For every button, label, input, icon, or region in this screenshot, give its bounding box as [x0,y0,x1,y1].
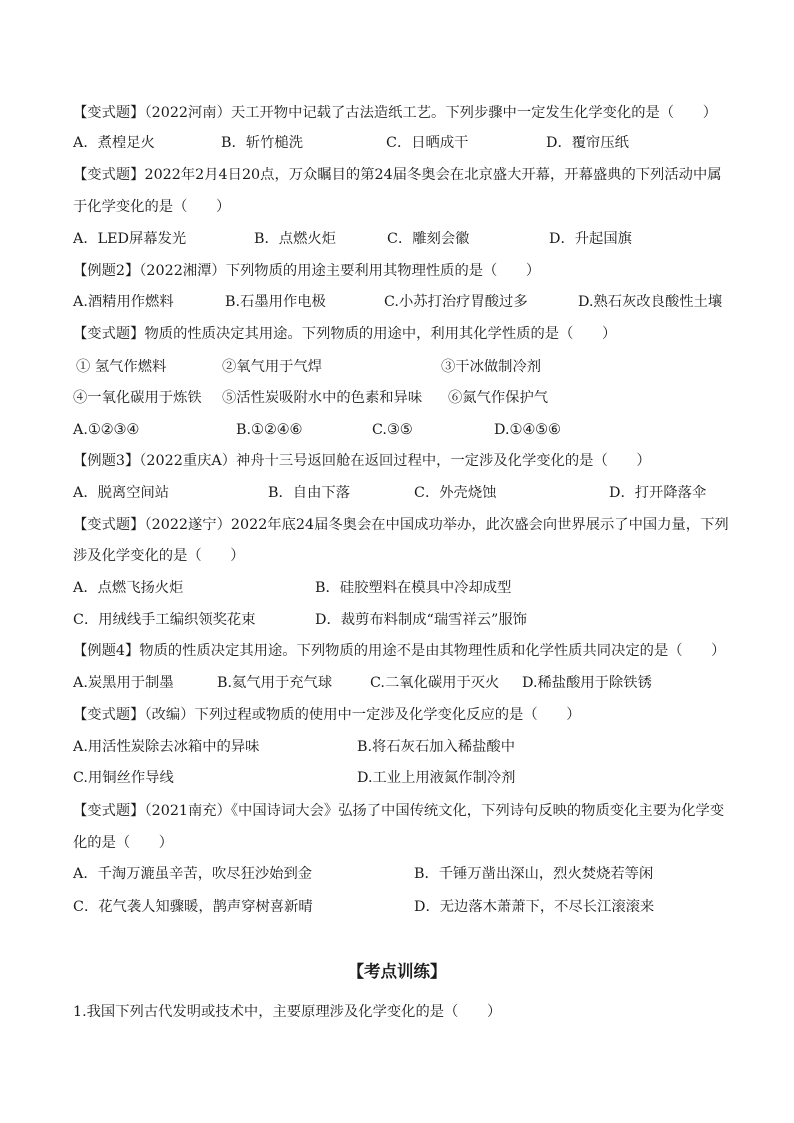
option-c: C.小苏打治疗胃酸过多 [384,294,528,310]
option-b: B.将石灰石加入稀盐酸中 [357,739,516,755]
option-b: B.①②④⑥ [236,422,303,438]
option-d: D．覆帘压纸 [546,135,629,151]
option-b: B．点燃火炬 [254,231,336,247]
question-stem-cont: 于化学变化的是（ ） [73,199,231,215]
option-c: C．外壳烧蚀 [414,485,497,501]
section-title: 【考点训练】 [347,962,447,981]
option-d: D．升起国旗 [549,231,632,247]
option-a: A．LED屏幕发光 [73,231,187,247]
option-d: D.①④⑤⑥ [494,422,561,438]
option-a: A.炭黑用于制墨 [73,675,174,691]
question-stem-cont: 涉及化学变化的是（ ） [73,548,245,564]
option-d: D．无边落木萧萧下，不尽长江滚滚来 [414,899,655,915]
option-c: C.用铜丝作导线 [73,770,174,786]
item-5: ⑤活性炭吸附水中的色素和异味 [222,390,423,406]
option-c: C．雕刻会徽 [387,231,470,247]
item-3: ③干冰做制冷剂 [441,359,542,375]
question-stem: 【变式题】（改编）下列过程或物质的使用中一定涉及化学变化反应的是（ ） [73,707,581,723]
option-c: C．花气袭人知骤暖，鹊声穿树喜新晴 [73,899,313,915]
question-stem: 【变式题】（2021南充）《中国诗词大会》弘扬了中国传统文化，下列诗句反映的物质变化主要为化学变 [73,803,725,819]
item-4: ④一氧化碳用于炼铁 [73,390,202,406]
option-b: B.氦气用于充气球 [217,675,333,691]
question-stem: 【变式题】（2022遂宁）2022年底24届冬奥会在中国成功举办，此次盛会向世界展示了中国力量，下列 [73,517,729,533]
question-stem: 【例题3】（2022重庆A）神舟十三号返回舱在返回过程中，一定涉及化学变化的是（ ） [73,453,651,469]
training-question-1: 1.我国下列古代发明或技术中，主要原理涉及化学变化的是（ ） [73,1004,502,1020]
option-d: D．裁剪布料制成“瑞雪祥云”服饰 [315,612,527,628]
option-c: C．用绒线手工编织领奖花束 [73,612,256,628]
option-b: B．硅胶塑料在模具中冷却成型 [315,580,512,596]
item-1: ① 氢气作燃料 [76,359,167,375]
item-6: ⑥氮气作保护气 [448,390,549,406]
option-a: A．脱离空间站 [73,485,170,501]
item-2: ②氧气用于气焊 [222,359,323,375]
question-stem: 【变式题】2022年2月4日20点，万众瞩目的第24届冬奥会在北京盛大开幕，开幕盛典的下列活动中属 [73,167,722,183]
option-a: A．煮楻足火 [73,135,155,151]
option-a: A.用活性炭除去冰箱中的异味 [73,739,260,755]
question-stem: 【例题4】物质的性质决定其用途。下列物质的用途不是由其物理性质和化学性质共同决定的是（ ） [73,643,726,659]
question-stem: 【例题2】（2022湘潭）下列物质的用途主要利用其物理性质的是（ ） [73,263,541,279]
option-c: C.③⑤ [372,422,413,438]
option-a: A.酒精用作燃料 [73,294,174,310]
option-b: B.石墨用作电极 [225,294,326,310]
question-stem: 【变式题】（2022河南）天工开物中记载了古法造纸工艺。下列步骤中一定发生化学变化的是（ ） [73,105,717,121]
option-b: B．千锤万凿出深山，烈火焚烧若等闲 [414,866,654,882]
option-a: A.①②③④ [73,422,140,438]
option-a: A．点燃飞扬火炬 [73,580,184,596]
option-c: C.二氧化碳用于灭火 [370,675,500,691]
option-b: B．斩竹槌洗 [221,135,303,151]
question-stem-cont: 化的是（ ） [73,835,174,851]
option-d: D.稀盐酸用于除铁锈 [522,675,652,691]
question-stem: 【变式题】物质的性质决定其用途。下列物质的用途中，利用其化学性质的是（ ） [73,326,617,342]
option-d: D．打开降落伞 [609,485,707,501]
option-d: D.工业上用液氮作制冷剂 [357,770,516,786]
option-d: D.熟石灰改良酸性土壤 [578,294,723,310]
option-a: A．千淘万漉虽辛苦，吹尽狂沙始到金 [73,866,313,882]
option-b: B．自由下落 [268,485,350,501]
option-c: C．日晒成干 [386,135,469,151]
